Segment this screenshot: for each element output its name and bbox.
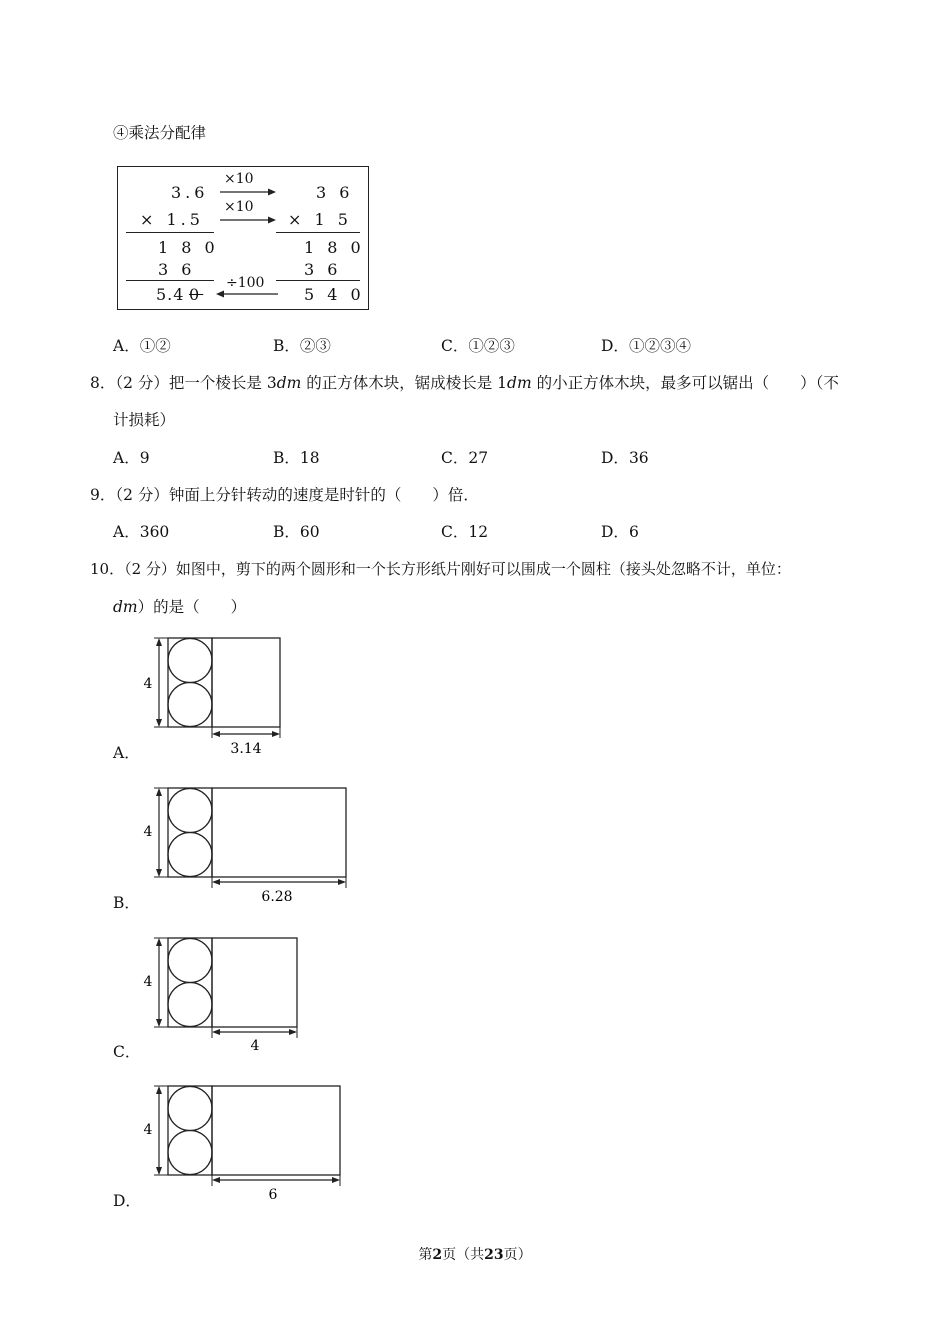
q10-option-b-letter: B． [113, 894, 140, 912]
calc-right-partial-2: 3 6 [304, 260, 342, 279]
calc-left-partial-2: 3 6 [158, 260, 196, 279]
left-arrow-icon [214, 289, 280, 299]
calc-left-top: 3.6 [171, 183, 209, 202]
calc-right-multiplier: × 1 5 [288, 210, 352, 229]
page-total: 23 [484, 1247, 504, 1263]
arrow-label-3: ÷100 [226, 275, 265, 291]
arrow-label-1: ×10 [224, 171, 254, 187]
calc-left-multiplier: × 1.5 [140, 210, 204, 229]
fig-a-height-label: 4 [143, 676, 153, 692]
q8-stem: 8．（2 分）把一个棱长是 3dm 的正方体木块，锯成棱长是 1dm 的小正方体木块，最多可以锯出（ ）（不 [90, 374, 839, 392]
fig-a-width-label: 3.14 [230, 741, 262, 757]
q9-option-c: C．12 [441, 523, 489, 541]
fig-b-width-label: 6.28 [261, 889, 293, 905]
q7-option-a: A．①② [113, 337, 171, 355]
page-footer: 第2页（共23页） [418, 1247, 532, 1263]
arrow-label-2: ×10 [224, 199, 254, 215]
q7-item-4: ④乘法分配律 [113, 124, 207, 142]
fig-c-width-label: 4 [250, 1038, 260, 1054]
q10-figure-a [140, 630, 290, 760]
q8-option-b: B．18 [273, 449, 320, 467]
right-arrow-icon [218, 187, 278, 197]
calc-right-result: 5 4 0 [304, 285, 365, 304]
vertical-multiplication-figure [117, 166, 369, 310]
q7-option-d: D．①②③④ [601, 337, 691, 355]
q9-stem: 9．（2 分）钟面上分针转动的速度是时针的（ ）倍． [90, 486, 479, 504]
q10-figure-c [140, 930, 310, 1060]
q10-option-c-letter: C． [113, 1043, 141, 1061]
q7-option-b: B．②③ [273, 337, 331, 355]
q8-stem-line-2: 计损耗） [113, 411, 176, 429]
q8-option-c: C．27 [441, 449, 489, 467]
calc-left-struck-zero: 0 [189, 285, 204, 304]
q9-option-a: A．360 [113, 523, 170, 541]
q10-figure-b [140, 780, 355, 910]
q9-option-b: B．60 [273, 523, 320, 541]
fig-b-height-label: 4 [143, 824, 153, 840]
q8-option-a: A．9 [113, 449, 150, 467]
page-number: 2 [432, 1247, 443, 1263]
q10-stem-line-2: dm）的是（ ） [113, 598, 247, 616]
calc-right-rule-1 [276, 232, 360, 233]
q10-stem: 10．（2 分）如图中，剪下的两个圆形和一个长方形纸片刚好可以围成一个圆柱（接头处忽略不计，单位： [90, 560, 791, 578]
q8-option-d: D．36 [601, 449, 649, 467]
calc-right-top: 3 6 [316, 183, 354, 202]
right-arrow-icon [218, 215, 278, 225]
q9-option-d: D．6 [601, 523, 639, 541]
calc-right-rule-2 [276, 280, 360, 281]
fig-d-height-label: 4 [143, 1122, 153, 1138]
q7-option-c: C．①②③ [441, 337, 515, 355]
calc-left-rule-2 [126, 280, 214, 281]
q10-option-d-letter: D． [113, 1192, 141, 1210]
calc-right-partial-1: 1 8 0 [304, 238, 365, 257]
calc-left-rule-1 [126, 232, 214, 233]
q10-option-a-letter: A． [113, 744, 140, 762]
q10-figure-d [140, 1078, 350, 1208]
fig-d-width-label: 6 [268, 1187, 278, 1203]
calc-left-partial-1: 1 8 0 [158, 238, 219, 257]
fig-c-height-label: 4 [143, 974, 153, 990]
calc-left-result: 5.4 [156, 285, 185, 304]
